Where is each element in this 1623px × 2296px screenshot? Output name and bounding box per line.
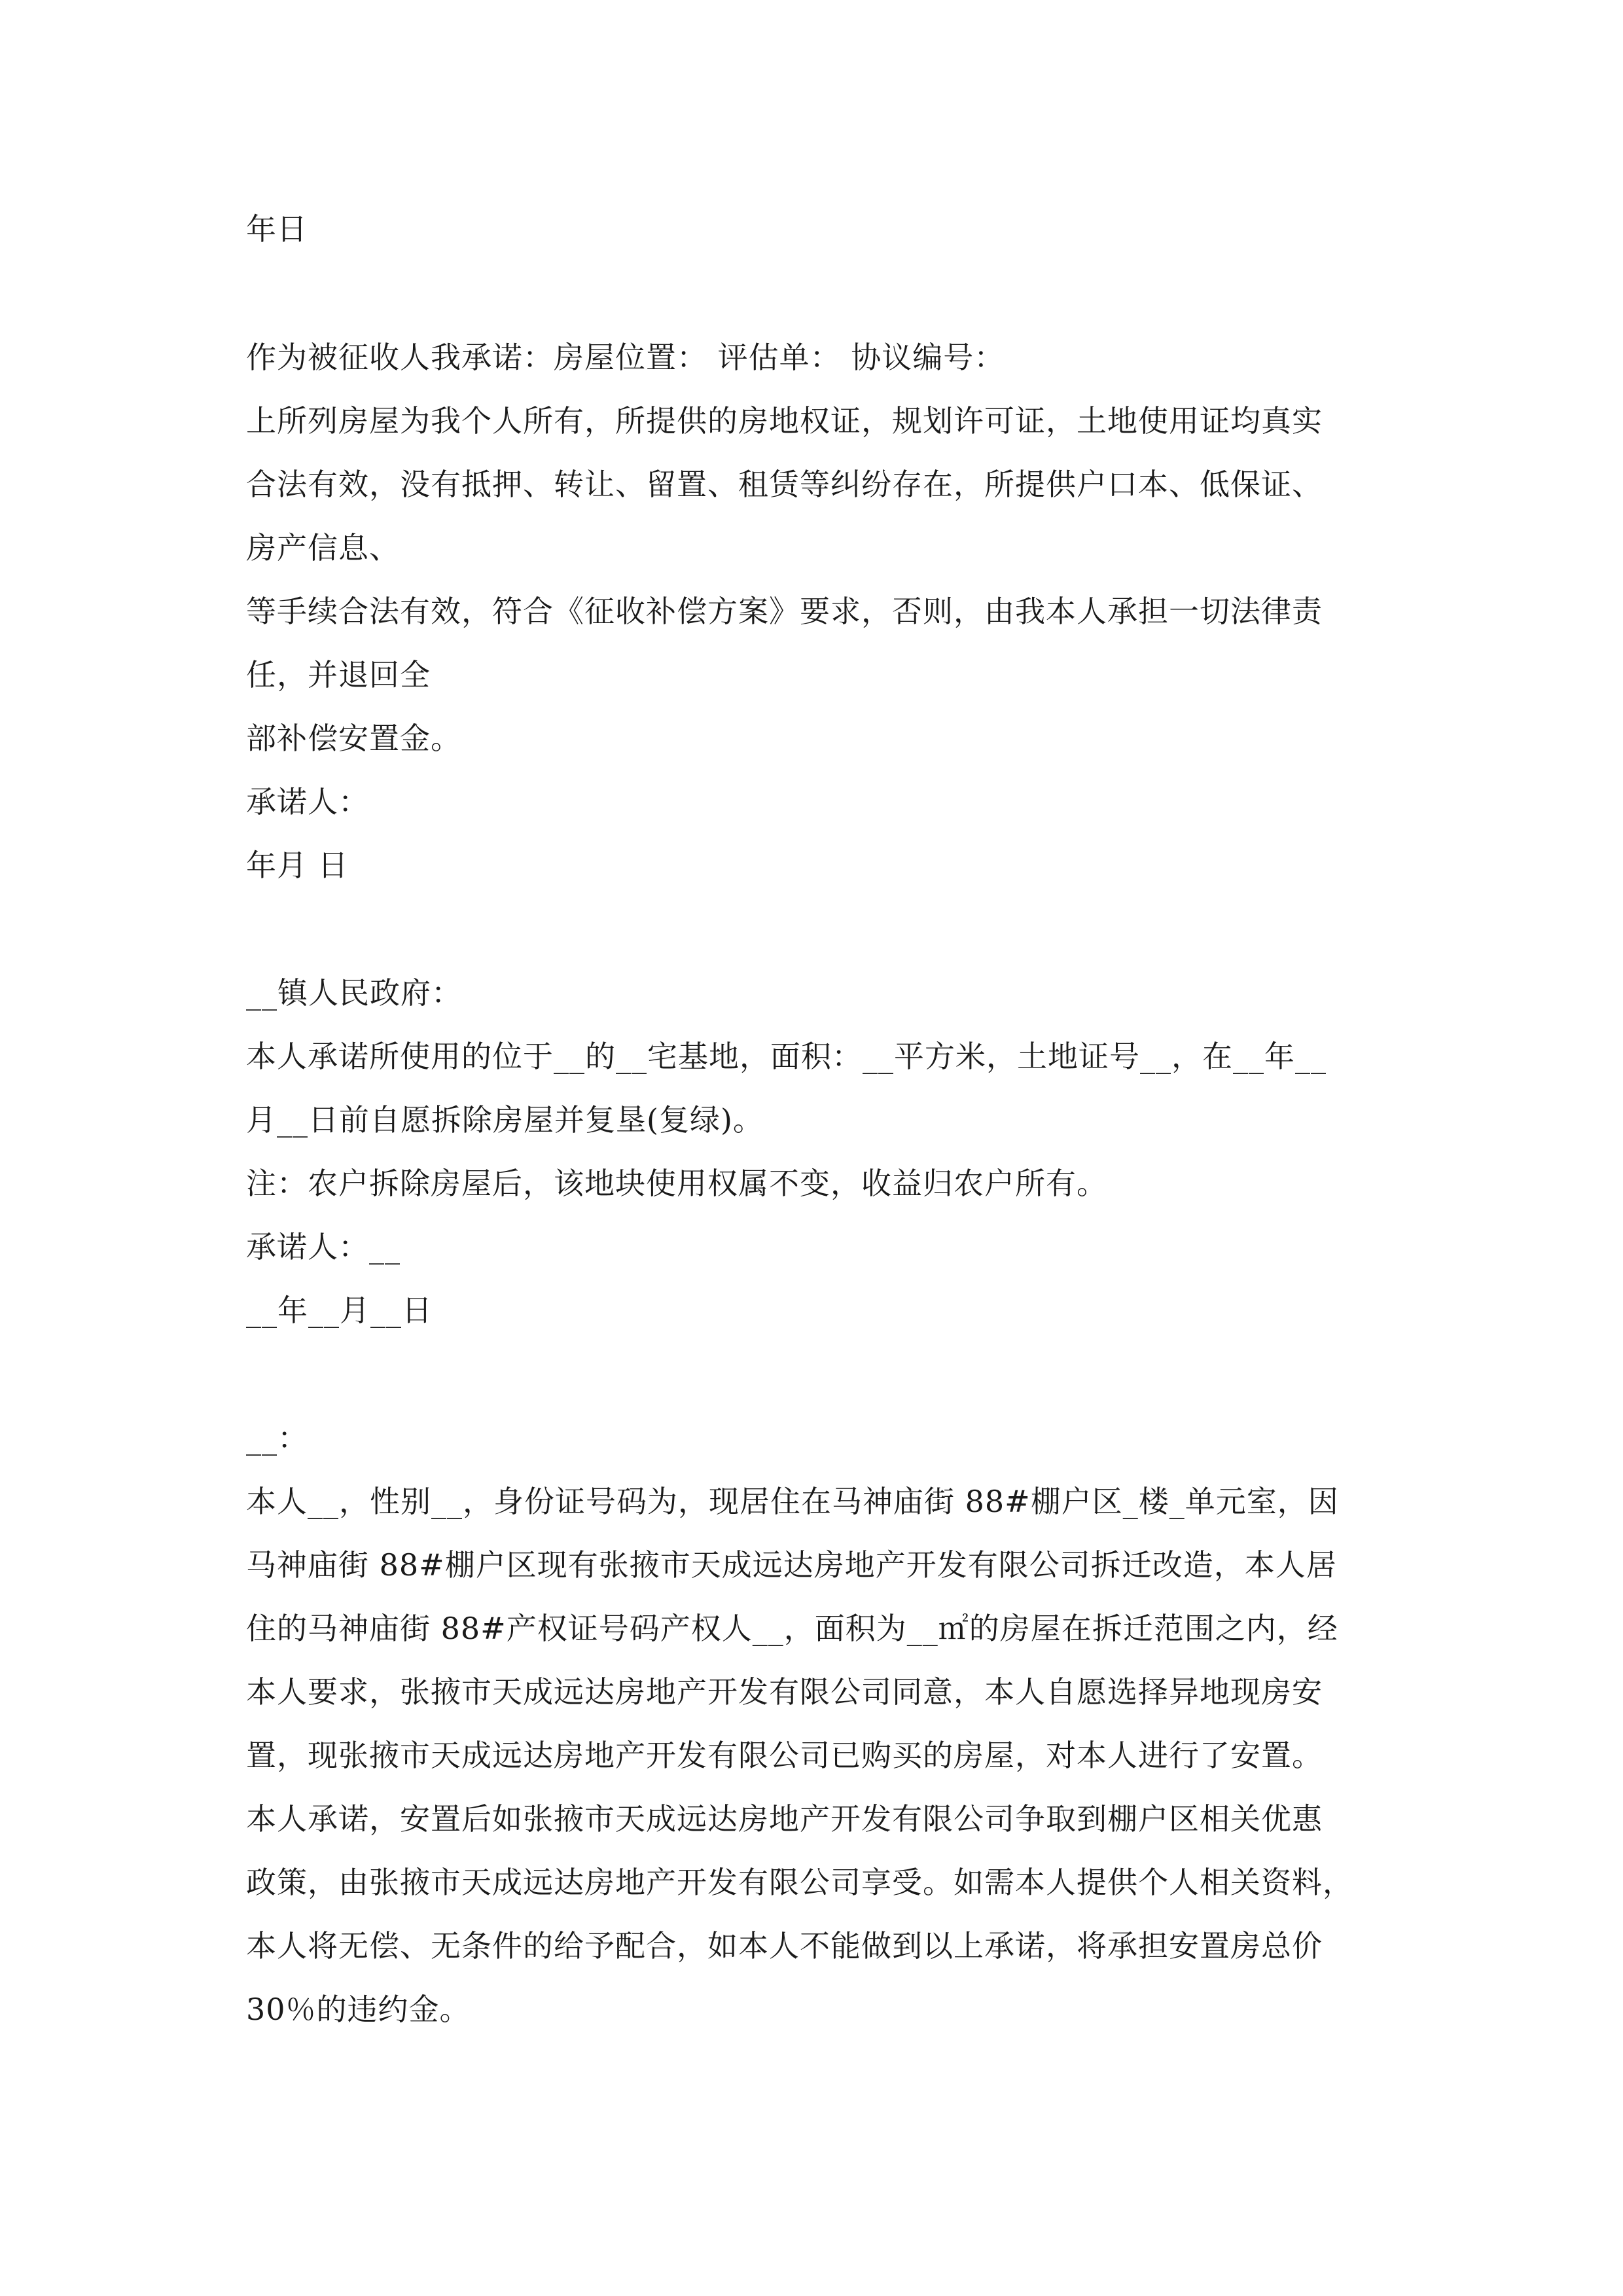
section2-note: 注：农户拆除房屋后，该地块使用权属不变，收益归农户所有。 [246, 1166, 1107, 1201]
section3-body-line: 住的马神庙街 88#产权证号码产权人__，面积为__㎡的房屋在拆迁范围之内，经 [246, 1611, 1338, 1646]
section1-date-top: 年日 [246, 211, 308, 247]
section1-body-line: 部补偿安置金。 [246, 721, 461, 756]
section1-header: 作为被征收人我承诺：房屋位置： 评估单： 协议编号： [246, 340, 1005, 375]
section3-body-line: 30％的违约金。 [246, 1992, 471, 2027]
section2-signer: 承诺人：__ [246, 1229, 401, 1265]
section2-date: __年__月__日 [246, 1293, 433, 1328]
section3-addressee: __： [246, 1420, 308, 1456]
section2-addressee: __镇人民政府： [246, 975, 462, 1011]
section2-body-line: 月__日前自愿拆除房屋并复垦(复绿)。 [246, 1102, 764, 1138]
section3-body-line: 本人承诺，安置后如张掖市天成远达房地产开发有限公司争取到棚户区相关优惠 [246, 1801, 1323, 1837]
section1-body-line: 合法有效，没有抵押、转让、留置、租赁等纠纷存在，所提供户口本、低保证、 [246, 467, 1323, 502]
section3-body-line: 政策，由张掖市天成远达房地产开发有限公司享受。如需本人提供个人相关资料， [246, 1865, 1353, 1900]
section1-body-line: 房产信息、 [246, 530, 400, 565]
section3-body-line: 本人将无偿、无条件的给予配合，如本人不能做到以上承诺，将承担安置房总价 [246, 1928, 1323, 1964]
section2-body-line: 本人承诺所使用的位于__的__宅基地，面积：__平方米，土地证号__，在__年__ [246, 1039, 1327, 1074]
section1-body-line: 任，并退回全 [246, 657, 431, 692]
section3-body-line: 马神庙街 88#棚户区现有张掖市天成远达房地产开发有限公司拆迁改造，本人居 [246, 1547, 1337, 1583]
section3-body-line: 置，现张掖市天成远达房地产开发有限公司已购买的房屋，对本人进行了安置。 [246, 1738, 1323, 1773]
section1-body-line: 上所列房屋为我个人所有，所提供的房地权证，规划许可证，土地使用证均真实 [246, 403, 1323, 439]
section1-signer: 承诺人： [246, 784, 369, 819]
section1-date: 年月 日 [246, 848, 349, 883]
section1-body-line: 等手续合法有效，符合《征收补偿方案》要求，否则，由我本人承担一切法律责 [246, 594, 1323, 629]
section3-body-line: 本人__，性别__，身份证号码为，现居住在马神庙街 88#棚户区_楼_单元室，因 [246, 1484, 1339, 1519]
section3-body-line: 本人要求，张掖市天成远达房地产开发有限公司同意，本人自愿选择异地现房安 [246, 1674, 1323, 1710]
